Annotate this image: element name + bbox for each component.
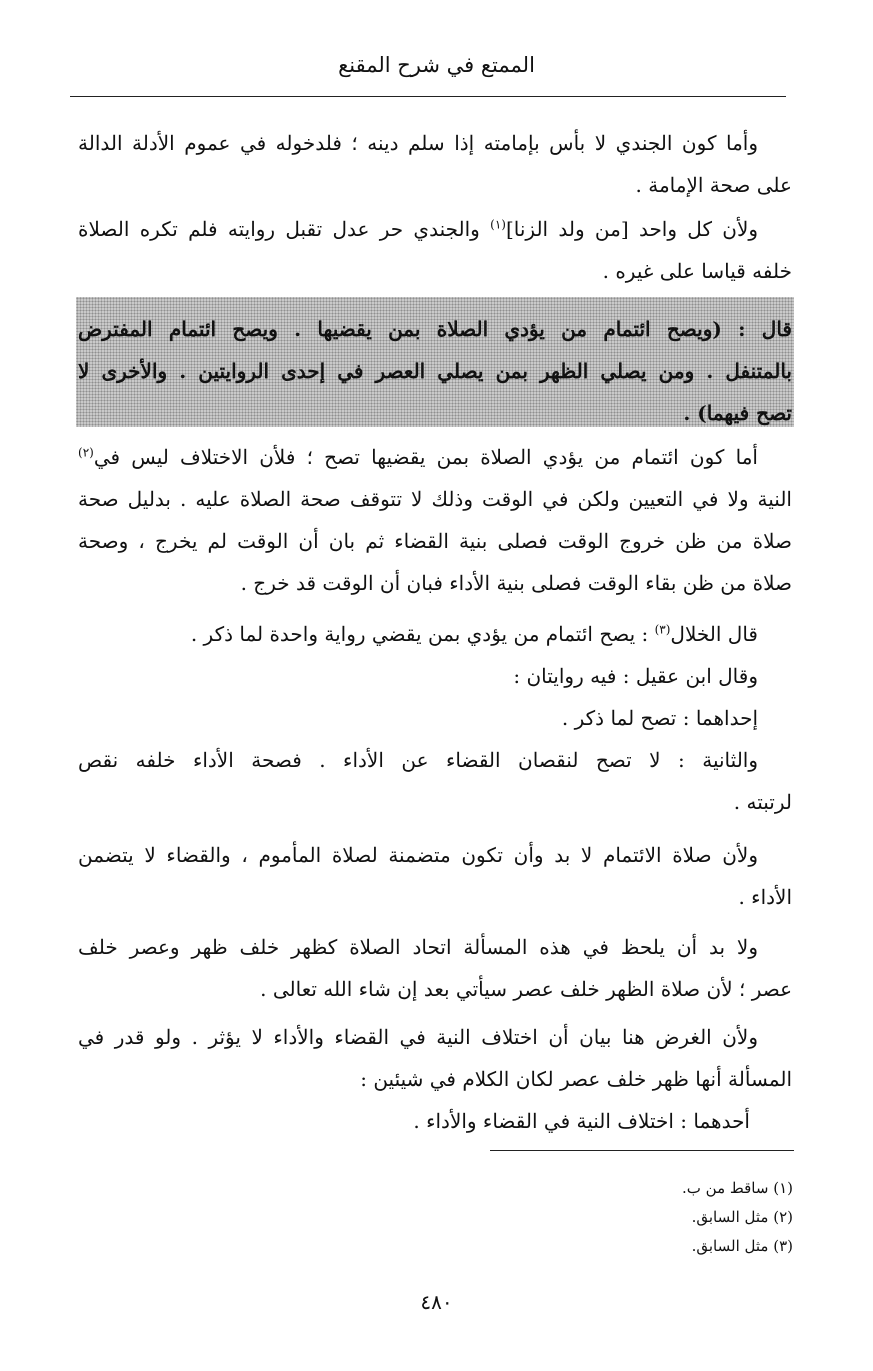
text-line: النية ولا في التعيين ولكن في الوقت وذلك لا تتوقف صحة الصلاة عليه . بدليل صحة [78, 487, 792, 511]
text-run: والجندي حر عدل تقبل روايته فلم تكره الصلاة [78, 217, 491, 241]
text-line: إحداهما : تصح لما ذكر . [561, 706, 758, 730]
running-header-title: الممتع في شرح المقنع [338, 53, 535, 77]
footnote-rule [490, 1150, 794, 1151]
text-line: المسألة أنها ظهر خلف عصر لكان الكلام في شيئين : [360, 1067, 792, 1091]
paragraph-7 [78, 926, 792, 1010]
text-line: أحدهما : اختلاف النية في القضاء والأداء . [413, 1109, 750, 1133]
text-run: أما كون ائتمام من يؤدي الصلاة بمن يقضيها تصح ؛ فلأن الاختلاف ليس في [93, 445, 758, 469]
text-line: خلفه قياسا على غيره . [602, 259, 792, 283]
text-line: لرتبته . [733, 790, 792, 814]
paragraph-4 [78, 436, 792, 604]
footnote-ref[interactable]: (١) [490, 217, 506, 232]
text-run: ولأن كل واحد [من ولد الزنا] [505, 217, 759, 241]
paragraph-5 [78, 613, 792, 823]
text-line: بالمتنفل . ومن يصلي الظهر بمن يصلي العصر في إحدى الروايتين . والأخرى لا [78, 359, 792, 383]
footnotes [682, 1174, 793, 1261]
text-line: صلاة من ظن خروج الوقت فصلى بنية القضاء ثم بان أن الوقت لم يخرج ، وصحة [78, 529, 792, 553]
footnote-text: ساقط من ب. [682, 1179, 769, 1197]
text-run: : يصح ائتمام من يؤدي بمن يقضي رواية واحدة لما ذكر . [190, 622, 655, 646]
paragraph-2 [78, 208, 792, 292]
text-line: والثانية : لا تصح لنقصان القضاء عن الأداء . فصحة الأداء خلفه نقص [78, 748, 758, 772]
text-line: وأما كون الجندي لا بأس بإمامته إذا سلم دينه ؛ فلدخوله في عموم الأدلة الدالة [78, 131, 758, 155]
text-line: ولأن صلاة الائتمام لا بد وأن تكون متضمنة لصلاة المأموم ، والقضاء لا يتضمن [78, 843, 758, 867]
text-line: قال : (ويصح ائتمام من يؤدي الصلاة بمن يقضيها . ويصح ائتمام المفترض [78, 317, 792, 341]
text-run: قال الخلال [670, 622, 758, 646]
text-line: ولأن الغرض هنا بيان أن اختلاف النية في القضاء والأداء لا يؤثر . ولو قدر في [78, 1025, 758, 1049]
footnote-item [682, 1203, 793, 1232]
text-line [78, 613, 792, 655]
footnote-ref[interactable]: (٣) [654, 622, 671, 637]
page-number: ٤٨٠ [420, 1290, 453, 1314]
text-line: تصح فيهما) . [683, 401, 792, 425]
text-line: ولا بد أن يلحظ في هذه المسألة اتحاد الصلاة كظهر خلف ظهر وعصر خلف [78, 935, 758, 959]
footnote-text: مثل السابق. [691, 1237, 769, 1255]
paragraph-8 [78, 1016, 792, 1142]
paragraph-1 [78, 122, 792, 206]
footnote-number: (١) [773, 1179, 793, 1197]
footnote-ref[interactable]: (٢) [78, 445, 94, 460]
header-rule [70, 96, 786, 97]
text-line [78, 436, 792, 478]
text-line [78, 208, 792, 250]
text-line: عصر ؛ لأن صلاة الظهر خلف عصر سيأتي بعد إن شاء الله تعالى . [260, 977, 792, 1001]
footnote-item [682, 1174, 793, 1203]
matn-paragraph [78, 308, 792, 434]
paragraph-6 [78, 834, 792, 918]
footnote-text: مثل السابق. [691, 1208, 769, 1226]
text-line: صلاة من ظن بقاء الوقت فصلى بنية الأداء فبان أن الوقت قد خرج . [240, 571, 792, 595]
footnote-number: (٣) [773, 1237, 793, 1255]
footnote-number: (٢) [773, 1208, 793, 1226]
text-line: الأداء . [738, 885, 792, 909]
text-line: على صحة الإمامة . [635, 173, 792, 197]
footnote-item [682, 1232, 793, 1261]
text-line: وقال ابن عقيل : فيه روايتان : [513, 664, 758, 688]
